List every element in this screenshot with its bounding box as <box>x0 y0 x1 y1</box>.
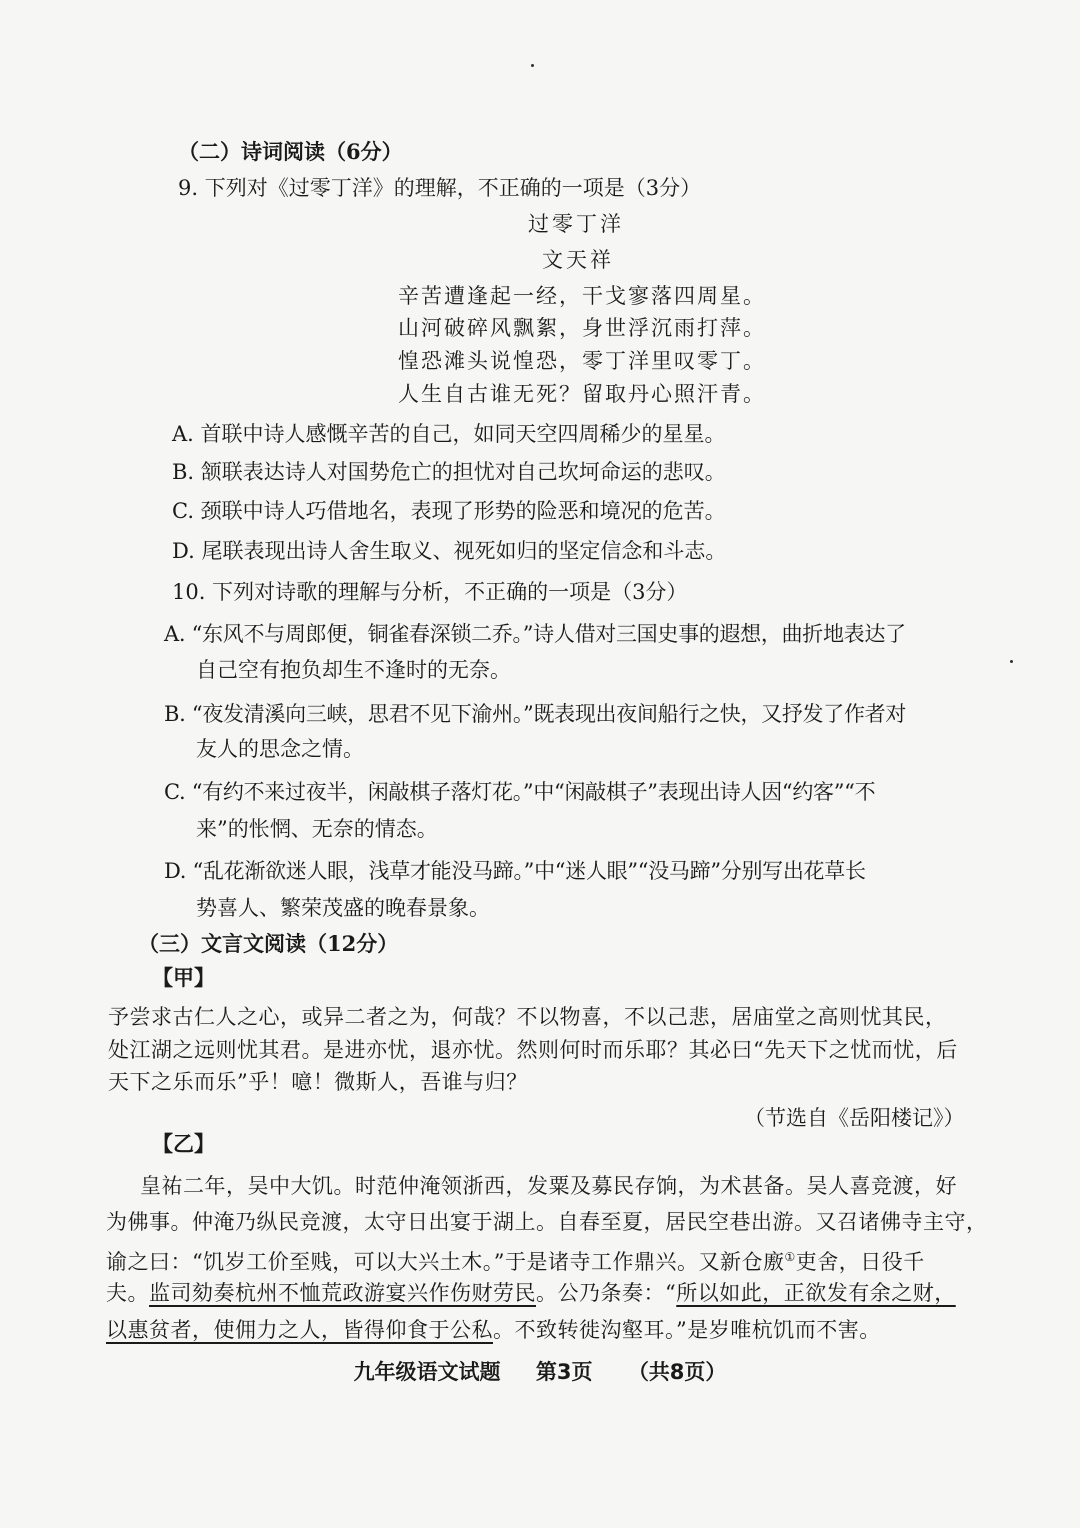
underlined-sentence: 以惠贫者，使佣力之人，皆得仰食于公私 <box>106 1318 493 1342</box>
passage-jia-source: （节选自《岳阳楼记》） <box>744 1106 965 1130</box>
q10-option-b-cont: 友人的思念之情。 <box>196 737 364 761</box>
section-heading-poetry: （二）诗词阅读（6分） <box>178 139 403 164</box>
passage-yi-line: 皇祐二年，吴中大饥。时范仲淹领浙西，发粟及募民存饷，为术甚备。吴人喜竞渡，好 <box>140 1174 957 1198</box>
q9-option-b: B. 颔联表达诗人对国势危亡的担忧对自己坎坷命运的悲叹。 <box>172 460 726 484</box>
underlined-sentence: 监司劾奏杭州不恤荒政游宴兴作伤财劳民 <box>149 1281 536 1305</box>
passage-yi-line5-tail: 。不致转徙沟壑耳。”是岁唯杭饥而不害。 <box>493 1318 881 1342</box>
passage-yi-line: 为佛事。仲淹乃纵民竞渡，太守日出宴于湖上。自春至夏，居民空巷出游。又召诸佛寺主守， <box>106 1210 988 1234</box>
footer-page-number: 第3页 <box>535 1360 593 1384</box>
q9-option-c: C. 颈联中诗人巧借地名，表现了形势的险恶和境况的危苦。 <box>172 499 726 523</box>
q10-option-c-cont: 来”的怅惘、无奈的情态。 <box>196 817 438 841</box>
passage-yi-line <box>106 1243 925 1276</box>
scan-speck <box>1010 660 1013 663</box>
section-heading-classical: （三）文言文阅读（12分） <box>138 931 399 956</box>
poem-line: 辛苦遭逢起一经，干戈寥落四周星。 <box>398 284 766 308</box>
passage-yi-line3-tail: 吏舍，日役千 <box>795 1250 925 1274</box>
question-10-stem: 10. 下列对诗歌的理解与分析，不正确的一项是（3分） <box>172 580 688 604</box>
passage-yi-line <box>106 1316 881 1344</box>
poem-author: 文天祥 <box>542 248 614 272</box>
poem-line: 山河破碎风飘絮，身世浮沉雨打萍。 <box>398 316 766 340</box>
passage-label-yi: 【乙】 <box>152 1131 215 1156</box>
passage-yi-line3-text: 谕之曰：“饥岁工价至贱，可以大兴土木。”于是诸寺工作鼎兴。又新仓廒 <box>106 1250 785 1274</box>
page-footer <box>0 1356 1080 1386</box>
q9-option-a: A. 首联中诗人感慨辛苦的自己，如同天空四周稀少的星星。 <box>172 422 726 446</box>
poem-line: 人生自古谁无死？留取丹心照汗青。 <box>398 382 766 406</box>
passage-yi-line4-head: 夫。 <box>106 1281 149 1305</box>
q9-option-d: D. 尾联表现出诗人舍生取义、视死如归的坚定信念和斗志。 <box>172 539 727 563</box>
q10-option-d-cont: 势喜人、繁荣茂盛的晚春景象。 <box>196 896 490 920</box>
footnote-marker: ① <box>784 1250 796 1264</box>
underlined-sentence: 所以如此，正欲发有余之财， <box>676 1281 956 1305</box>
scan-speck <box>531 64 534 67</box>
passage-yi-line <box>106 1279 956 1307</box>
question-9-stem: 9. 下列对《过零丁洋》的理解，不正确的一项是（3分） <box>178 176 702 200</box>
poem-line: 惶恐滩头说惶恐，零丁洋里叹零丁。 <box>398 349 766 373</box>
q10-option-c: C. “有约不来过夜半，闲敲棋子落灯花。”中“闲敲棋子”表现出诗人因“约客”“不 <box>164 780 876 804</box>
q10-option-a-cont: 自己空有抱负却生不逢时的无奈。 <box>196 658 511 682</box>
passage-yi-line4-mid: 。公乃条奏：“ <box>536 1281 677 1305</box>
passage-label-jia: 【甲】 <box>152 965 215 990</box>
footer-subject: 九年级语文试题 <box>353 1360 501 1384</box>
passage-jia-line: 处江湖之远则忧其君。是进亦忧，退亦忧。然则何时而乐耶？其必曰“先天下之忧而忧，后 <box>108 1038 958 1062</box>
q10-option-b: B. “夜发清溪向三峡，思君不见下渝州。”既表现出夜间船行之快，又抒发了作者对 <box>164 702 907 726</box>
passage-jia-line: 天下之乐而乐”乎！噫！微斯人，吾谁与归？ <box>108 1070 528 1094</box>
poem-title: 过零丁洋 <box>528 212 624 236</box>
footer-total-pages: （共8页） <box>627 1360 727 1384</box>
q10-option-d: D. “乱花渐欲迷人眼，浅草才能没马蹄。”中“迷人眼”“没马蹄”分别写出花草长 <box>164 859 866 883</box>
passage-jia-line: 予尝求古仁人之心，或异二者之为，何哉？不以物喜，不以己悲，居庙堂之高则忧其民， <box>108 1005 947 1029</box>
q10-option-a: A. “东风不与周郎便，铜雀春深锁二乔。”诗人借对三国史事的遐想，曲折地表达了 <box>164 622 906 646</box>
